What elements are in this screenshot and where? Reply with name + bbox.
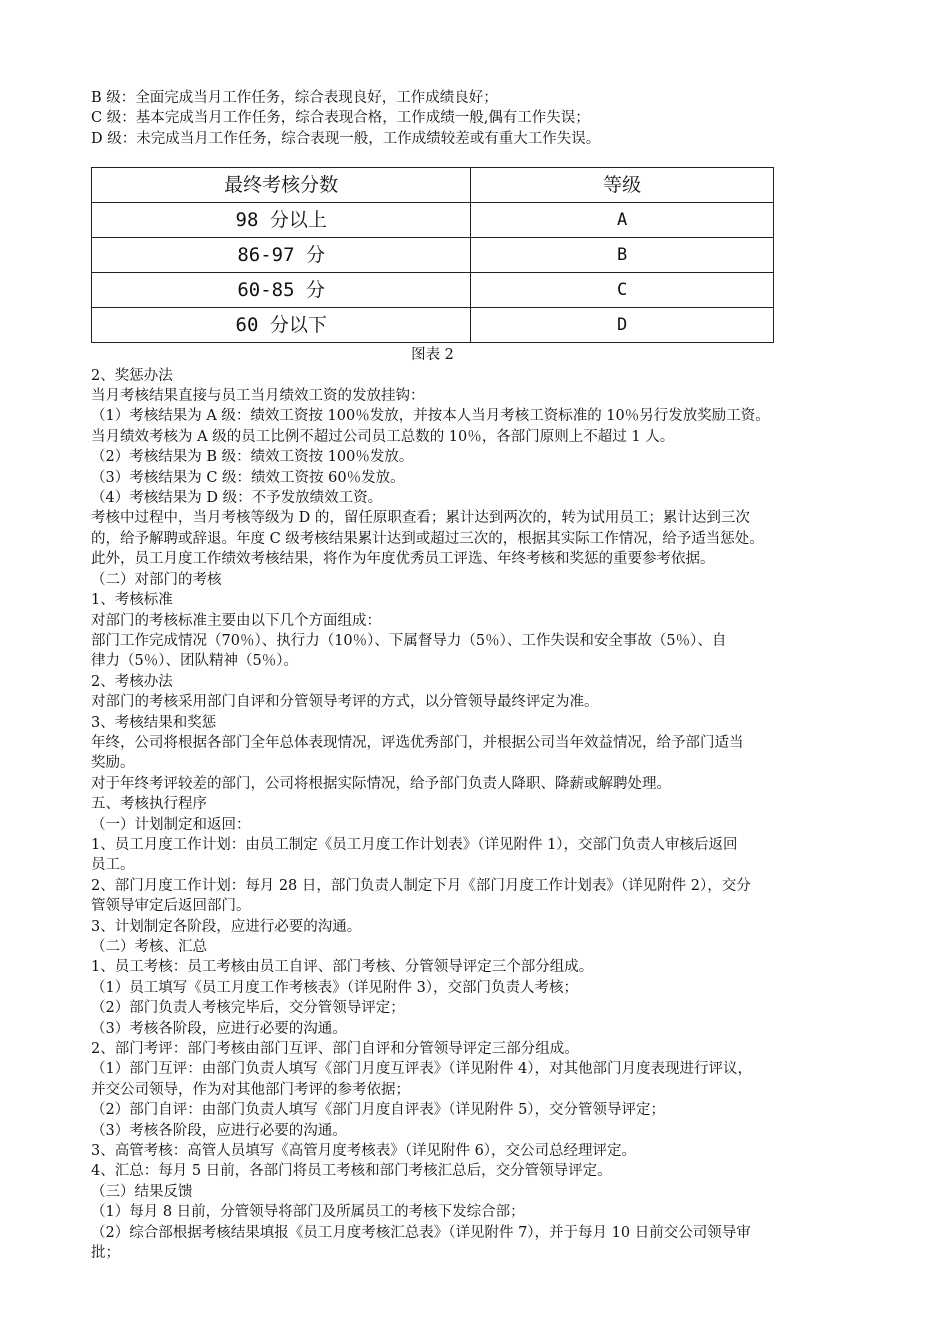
- text-line: （二）对部门的考核: [91, 571, 222, 588]
- text-line: （三）结果反馈: [91, 1183, 193, 1200]
- text-line: 部门工作完成情况（70％）、执行力（10％）、下属督导力（5％）、工作失误和安全事故（5％）、自: [91, 632, 727, 649]
- text-line: 律力（5％）、团队精神（5％）。: [91, 653, 298, 670]
- text-line: 3、计划制定各阶段，应进行必要的沟通。: [91, 918, 362, 935]
- body-text: [91, 366, 871, 1264]
- text-line: 3、高管考核：高管人员填写《高管月度考核表》（详见附件 6），交公司总经理评定。: [91, 1143, 637, 1160]
- text-line: （2）部门自评：由部门负责人填写《部门月度自评表》（详见附件 5），交分管领导评定；: [91, 1102, 666, 1119]
- grade-cell: A: [471, 203, 774, 238]
- text-line: 4、汇总：每月 5 日前，各部门将员工考核和部门考核汇总后，交分管领导评定。: [91, 1163, 612, 1180]
- text-line: 2、考核办法: [91, 673, 173, 690]
- text-line: 1、员工考核：员工考核由员工自评、部门考核、分管领导评定三个部分组成。: [91, 959, 594, 976]
- text-line: 2、部门考评：部门考核由部门互评、部门自评和分管领导评定三部分组成。: [91, 1041, 579, 1058]
- text-line: 并交公司领导，作为对其他部门考评的参考依据；: [91, 1081, 410, 1098]
- table-row: [92, 308, 774, 343]
- score-cell: 86-97 分: [92, 238, 471, 273]
- table-caption: 图表 2: [411, 347, 454, 364]
- text-line: （2）考核结果为 B 级：绩效工资按 100％发放。: [91, 449, 414, 466]
- score-cell: 98 分以上: [92, 203, 471, 238]
- grade-d-definition: D 级：未完成当月工作任务，综合表现一般，工作成绩较差或有重大工作失误。: [91, 130, 601, 147]
- text-line: 对于年终考评较差的部门，公司将根据实际情况，给予部门负责人降职、降薪或解聘处理。: [91, 775, 671, 792]
- text-line: 奖励。: [91, 755, 135, 772]
- header-final-score: 最终考核分数: [92, 168, 471, 203]
- grade-score-table: [91, 167, 774, 343]
- text-line: 2、奖惩办法: [91, 367, 173, 384]
- grade-cell: C: [471, 273, 774, 308]
- text-line: （1）员工填写《员工月度工作考核表》（详见附件 3），交部门负责人考核；: [91, 979, 579, 996]
- header-grade: 等级: [471, 168, 774, 203]
- text-line: （1）每月 8 日前，分管领导将部门及所属员工的考核下发综合部；: [91, 1204, 525, 1221]
- table-row: [92, 238, 774, 273]
- text-line: 批；: [91, 1245, 120, 1262]
- grade-cell: B: [471, 238, 774, 273]
- text-line: 此外，员工月度工作绩效考核结果，将作为年度优秀员工评选、年终考核和奖惩的重要参考依据。: [91, 551, 715, 568]
- text-line: （2）部门负责人考核完毕后，交分管领导评定；: [91, 1000, 405, 1017]
- text-line: 五、考核执行程序: [91, 796, 207, 813]
- text-line: （3）考核各阶段，应进行必要的沟通。: [91, 1020, 347, 1037]
- text-line: 对部门的考核采用部门自评和分管领导考评的方式，以分管领导最终评定为准。: [91, 694, 599, 711]
- text-line: （3）考核结果为 C 级：绩效工资按 60％发放。: [91, 469, 405, 486]
- text-line: 考核中过程中，当月考核等级为 D 的，留任原职查看；累计达到两次的，转为试用员工；累计达到三次: [91, 510, 750, 527]
- score-cell: 60-85 分: [92, 273, 471, 308]
- text-line: 1、考核标准: [91, 592, 173, 609]
- document-page: [91, 88, 871, 1264]
- table-row: [92, 273, 774, 308]
- text-line: 1、员工月度工作计划：由员工制定《员工月度工作计划表》（详见附件 1），交部门负责人审核后返回: [91, 836, 738, 853]
- text-line: 的，给予解聘或辞退。年度 C 级考核结果累计达到或超过三次的，根据其实际工作情况，给予适当惩处。: [91, 530, 764, 547]
- text-line: 管领导审定后返回部门。: [91, 898, 251, 915]
- score-cell: 60 分以下: [92, 308, 471, 343]
- text-line: 员工。: [91, 857, 135, 874]
- text-line: 对部门的考核标准主要由以下几个方面组成：: [91, 612, 381, 629]
- text-line: 2、部门月度工作计划：每月 28 日，部门负责人制定下月《部门月度工作计划表》（详见附件 2），交分: [91, 877, 751, 894]
- text-line: （3）考核各阶段，应进行必要的沟通。: [91, 1122, 347, 1139]
- text-line: （2）综合部根据考核结果填报《员工月度考核汇总表》（详见附件 7），并于每月 10 日前交公司领导审: [91, 1224, 751, 1241]
- text-line: （二）考核、汇总: [91, 939, 207, 955]
- text-line: 当月考核结果直接与员工当月绩效工资的发放挂钩：: [91, 388, 425, 405]
- text-line: （4）考核结果为 D 级：不予发放绩效工资。: [91, 490, 383, 507]
- text-line: 年终，公司将根据各部门全年总体表现情况，评选优秀部门，并根据公司当年效益情况，给予部门适当: [91, 734, 744, 751]
- text-line: （一）计划制定和返回：: [91, 816, 251, 833]
- text-line: 3、考核结果和奖惩: [91, 714, 217, 731]
- text-line: 当月绩效考核为 A 级的员工比例不超过公司员工总数的 10％，各部门原则上不超过 1 人。: [91, 428, 675, 445]
- grade-c-definition: C 级：基本完成当月工作任务，综合表现合格，工作成绩一般,偶有工作失误；: [91, 110, 590, 127]
- grade-cell: D: [471, 308, 774, 343]
- grade-definitions: [91, 88, 871, 149]
- text-line: （1）部门互评：由部门负责人填写《部门月度互评表》（详见附件 4），对其他部门月度表现进行评议，: [91, 1061, 753, 1078]
- grade-b-definition: B 级：全面完成当月工作任务，综合表现良好，工作成绩良好；: [91, 90, 498, 106]
- table-row: [92, 203, 774, 238]
- table-header-row: [92, 168, 774, 203]
- text-line: （1）考核结果为 A 级：绩效工资按 100％发放，并按本人当月考核工资标准的 10％另行发放奖励工资。: [91, 408, 770, 425]
